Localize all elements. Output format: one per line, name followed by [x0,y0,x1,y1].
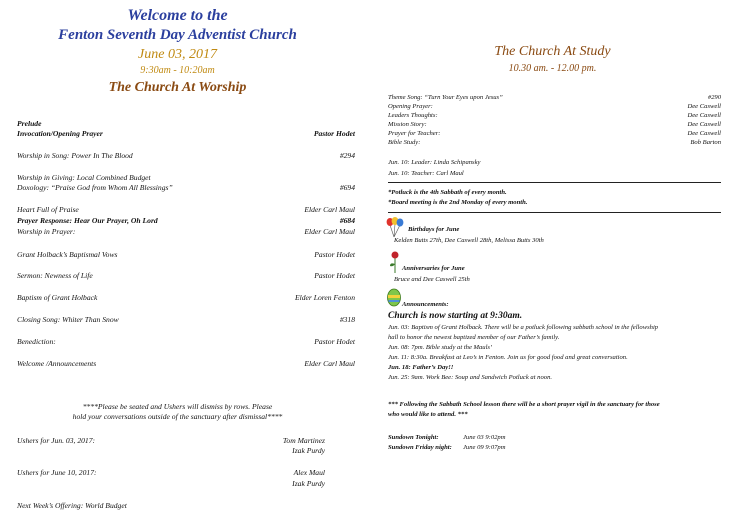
announcement-line: Jun. 25: 9am. Work Bee: Soup and Sandwich Potluck at noon. [388,374,553,381]
divider [388,182,721,183]
birthdays-title: Birthdays for June [408,226,460,233]
sundown-tonight-value: June 03 9:02pm [463,434,506,441]
announcement-line: Jun. 18: Father’s Day!! [388,364,454,371]
next-teacher: Jun. 10: Teacher: Carl Maul [388,170,464,177]
sundown-friday-label: Sundown Friday night: [388,444,452,451]
prayer-vigil-line2: who would like to attend. *** [388,411,468,418]
birthdays-list: Kelden Butts 27th, Dee Caswell 28th, Melissa Butts 30th [394,237,544,244]
balloons-icon [384,216,406,238]
dismissal-notice-line1: ****Please be seated and Ushers will dismiss by rows. Please [82,402,273,411]
board-note: *Board meeting is the 2nd Monday of every month. [388,199,528,206]
announcement-line: hall to honor the newest baptized member of our Father’s family. [388,334,560,341]
sundown-friday-value: June 09 9:07pm [463,444,506,451]
announcement-line: Jun. 11: 8:30a. Breakfast at Leo’s in Fenton. Join us for good food and great conversation. [388,354,628,361]
study-time: 10.30 am. - 12.00 pm. [508,63,597,74]
service-date: June 03, 2017 [138,47,217,62]
dismissal-notice-line2: hold your conversations outside of the sanctuary after dismissal**** [72,412,283,421]
prayer-vigil-line1: *** Following the Sabbath School lesson there will be a short prayer vigil in the sanctuary for those [388,401,660,408]
rose-icon [388,250,402,274]
announcement-headline: Church is now starting at 9:30am. [388,311,523,321]
next-leader: Jun. 10: Leader: Linda Schipansky [388,159,481,166]
anniversaries-list: Bruce and Dee Caswell 25th [394,276,470,283]
announcement-line: Jun. 08: 7pm. Bible study at the Mauls’ [388,344,493,351]
study-section-title: The Church At Study [494,44,611,59]
church-name: Fenton Seventh Day Adventist Church [58,27,297,43]
egg-icon [386,287,402,307]
worship-time: 9:30am - 10:20am [140,65,215,76]
announcement-line: Jun. 03: Baptism of Grant Holback. There will be a potluck following sabbath school in the fellowship [388,324,659,331]
announcements-title: Announcements: [402,301,449,308]
sundown-tonight-label: Sundown Tonight: [388,434,439,441]
worship-section-title: The Church At Worship [108,80,247,95]
potluck-note: *Potluck is the 4th Sabbath of every month. [388,189,507,196]
welcome-title: Welcome to the [127,7,228,24]
anniversaries-title: Anniversaries for June [402,265,465,272]
divider [388,212,721,213]
